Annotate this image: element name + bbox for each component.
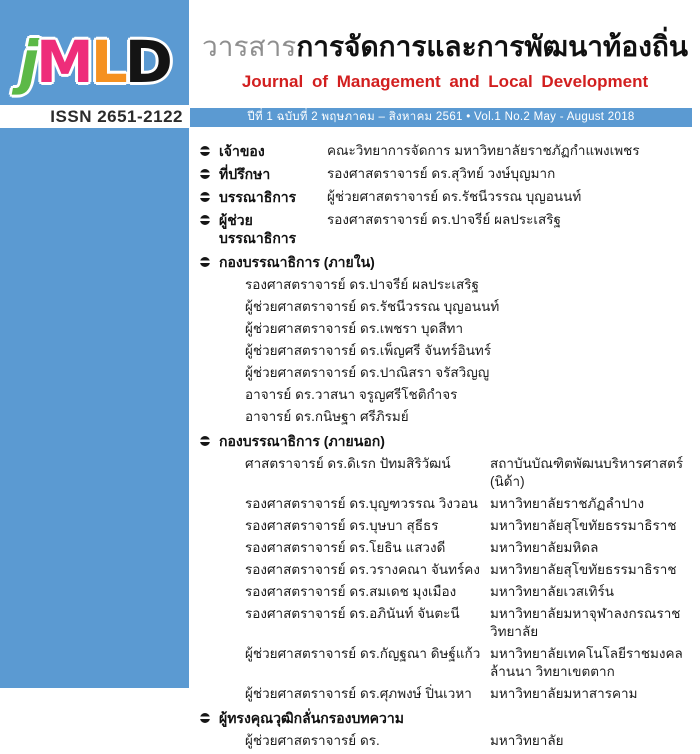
member-affiliation: มหาวิทยาลัยสุโขทัยธรรมาธิราช bbox=[490, 562, 677, 577]
info-value: ผู้ช่วยศาสตราจารย์ ดร.รัชนีวรรณ บุญอนนท์ bbox=[327, 189, 582, 204]
board-member: ผู้ช่วยศาสตราจารย์ ดร.ปาณิสรา จรัสวิญญู bbox=[245, 365, 490, 380]
info-row-editor bbox=[190, 188, 695, 206]
board-member-row bbox=[245, 605, 695, 641]
logo-letter-m: M bbox=[36, 28, 91, 96]
member-affiliation: มหาวิทยาลัย bbox=[490, 733, 564, 748]
external-board-list bbox=[190, 455, 695, 703]
member-affiliation: มหาวิทยาลัยมหิดล bbox=[490, 540, 599, 555]
member-name: รองศาสตราจารย์ ดร.บุษบา สุธีธร bbox=[245, 518, 439, 533]
logo-letter-j: j bbox=[19, 28, 37, 96]
board-member-row bbox=[245, 645, 695, 681]
internal-board-header bbox=[190, 253, 695, 272]
reviewers-header bbox=[190, 709, 695, 728]
board-member: ผู้ช่วยศาสตราจารย์ ดร.รัชนีวรรณ บุญอนนท์ bbox=[245, 299, 500, 314]
section-title: กองบรรณาธิการ (ภายนอก) bbox=[219, 433, 385, 449]
logo-letter-l: L bbox=[90, 28, 125, 96]
board-member-row bbox=[245, 685, 695, 703]
info-row-assistant-editor bbox=[190, 211, 695, 247]
reviewer-row-partial bbox=[245, 732, 695, 750]
circle-minus-bullet-icon bbox=[200, 146, 210, 156]
board-member: ผู้ช่วยศาสตราจารย์ ดร.เพชรา บุดสีทา bbox=[245, 321, 464, 336]
board-member: ผู้ช่วยศาสตราจารย์ ดร.เพ็ญศรี จันทร์อินทร์ bbox=[245, 343, 492, 358]
issn-label: ISSN 2651-2122 bbox=[0, 105, 189, 128]
info-label: บรรณาธิการ bbox=[219, 189, 297, 205]
info-row-owner bbox=[190, 142, 695, 160]
member-name: รองศาสตราจารย์ ดร.บุญฑวรรณ วิงวอน bbox=[245, 496, 478, 511]
section-title: ผู้ทรงคุณวุฒิกลั่นกรองบทความ bbox=[219, 710, 404, 726]
info-row-advisor bbox=[190, 165, 695, 183]
member-name: ผู้ช่วยศาสตราจารย์ ดร. bbox=[245, 733, 380, 748]
info-value: รองศาสตราจารย์ ดร.สุวิทย์ วงษ์บุญมาก bbox=[327, 166, 556, 181]
journal-subtitle-english: Journal of Management and Local Development bbox=[241, 72, 649, 91]
member-name: รองศาสตราจารย์ ดร.สมเดช มุงเมือง bbox=[245, 584, 457, 599]
member-affiliation: มหาวิทยาลัยราชภัฏลำปาง bbox=[490, 496, 645, 511]
board-member: อาจารย์ ดร.วาสนา จรูญศรีโชติกำจร bbox=[245, 387, 458, 402]
journal-header bbox=[190, 30, 700, 92]
journal-title-prefix: วารสาร bbox=[202, 31, 297, 62]
journal-title-main: การจัดการและการพัฒนาท้องถิ่น bbox=[296, 31, 688, 62]
board-member: อาจารย์ ดร.กนิษฐา ศรีภิรมย์ bbox=[245, 409, 409, 424]
logo-letter-d: D bbox=[124, 28, 170, 96]
journal-title bbox=[190, 30, 700, 64]
member-name: รองศาสตราจารย์ ดร.โยธิน แสวงดี bbox=[245, 540, 446, 555]
member-name: รองศาสตราจารย์ ดร.อภินันท์ จันตะนี bbox=[245, 606, 460, 621]
member-affiliation: สถาบันบัณฑิตพัฒนบริหารศาสตร์ (นิด้า) bbox=[490, 456, 684, 489]
info-label: เจ้าของ bbox=[219, 143, 265, 159]
editorial-info bbox=[190, 142, 695, 754]
board-member-row bbox=[245, 495, 695, 513]
volume-issue-bar: ปีที่ 1 ฉบับที่ 2 พฤษภาคม – สิงหาคม 2561 • Vol.1 No.2 May - August 2018 bbox=[190, 108, 692, 127]
member-affiliation: มหาวิทยาลัยมหาจุฬาลงกรณราชวิทยาลัย bbox=[490, 606, 681, 639]
member-name: ศาสตราจารย์ ดร.ดิเรก ปัทมสิริวัฒน์ bbox=[245, 456, 451, 471]
member-affiliation: มหาวิทยาลัยสุโขทัยธรรมาธิราช bbox=[490, 518, 677, 533]
board-member-row bbox=[245, 583, 695, 601]
info-label: ที่ปรึกษา bbox=[219, 166, 271, 182]
member-affiliation: มหาวิทยาลัยเวสเทิร์น bbox=[490, 584, 614, 599]
member-name: รองศาสตราจารย์ ดร.วรางคณา จันทร์คง bbox=[245, 562, 480, 577]
circle-minus-bullet-icon bbox=[200, 169, 210, 179]
board-member-row bbox=[245, 561, 695, 579]
board-member-row bbox=[245, 455, 695, 491]
left-sidebar bbox=[0, 0, 189, 688]
jmld-logo bbox=[0, 26, 189, 98]
circle-minus-bullet-icon bbox=[200, 436, 210, 446]
circle-minus-bullet-icon bbox=[200, 257, 210, 267]
circle-minus-bullet-icon bbox=[200, 713, 210, 723]
info-value: คณะวิทยาการจัดการ มหาวิทยาลัยราชภัฏกำแพงเพชร bbox=[327, 143, 640, 158]
info-value: รองศาสตราจารย์ ดร.ปาจรีย์ ผลประเสริฐ bbox=[327, 212, 561, 227]
external-board-header bbox=[190, 432, 695, 451]
member-name: ผู้ช่วยศาสตราจารย์ ดร.กัญฐณา ดิษฐ์แก้ว bbox=[245, 646, 481, 661]
board-member-row bbox=[245, 517, 695, 535]
member-affiliation: มหาวิทยาลัยมหาสารคาม bbox=[490, 686, 638, 701]
member-affiliation: มหาวิทยาลัยเทคโนโลยีราชมงคลล้านนา วิทยาเขตตาก bbox=[490, 646, 683, 679]
circle-minus-bullet-icon bbox=[200, 215, 210, 225]
section-title: กองบรรณาธิการ (ภายใน) bbox=[219, 254, 375, 270]
internal-board-list bbox=[245, 276, 695, 426]
board-member-row bbox=[245, 539, 695, 557]
board-member: รองศาสตราจารย์ ดร.ปาจรีย์ ผลประเสริฐ bbox=[245, 277, 479, 292]
circle-minus-bullet-icon bbox=[200, 192, 210, 202]
member-name: ผู้ช่วยศาสตราจารย์ ดร.ศุภพงษ์ ปิ่นเวหา bbox=[245, 686, 472, 701]
info-label: ผู้ช่วยบรรณาธิการ bbox=[219, 212, 297, 246]
